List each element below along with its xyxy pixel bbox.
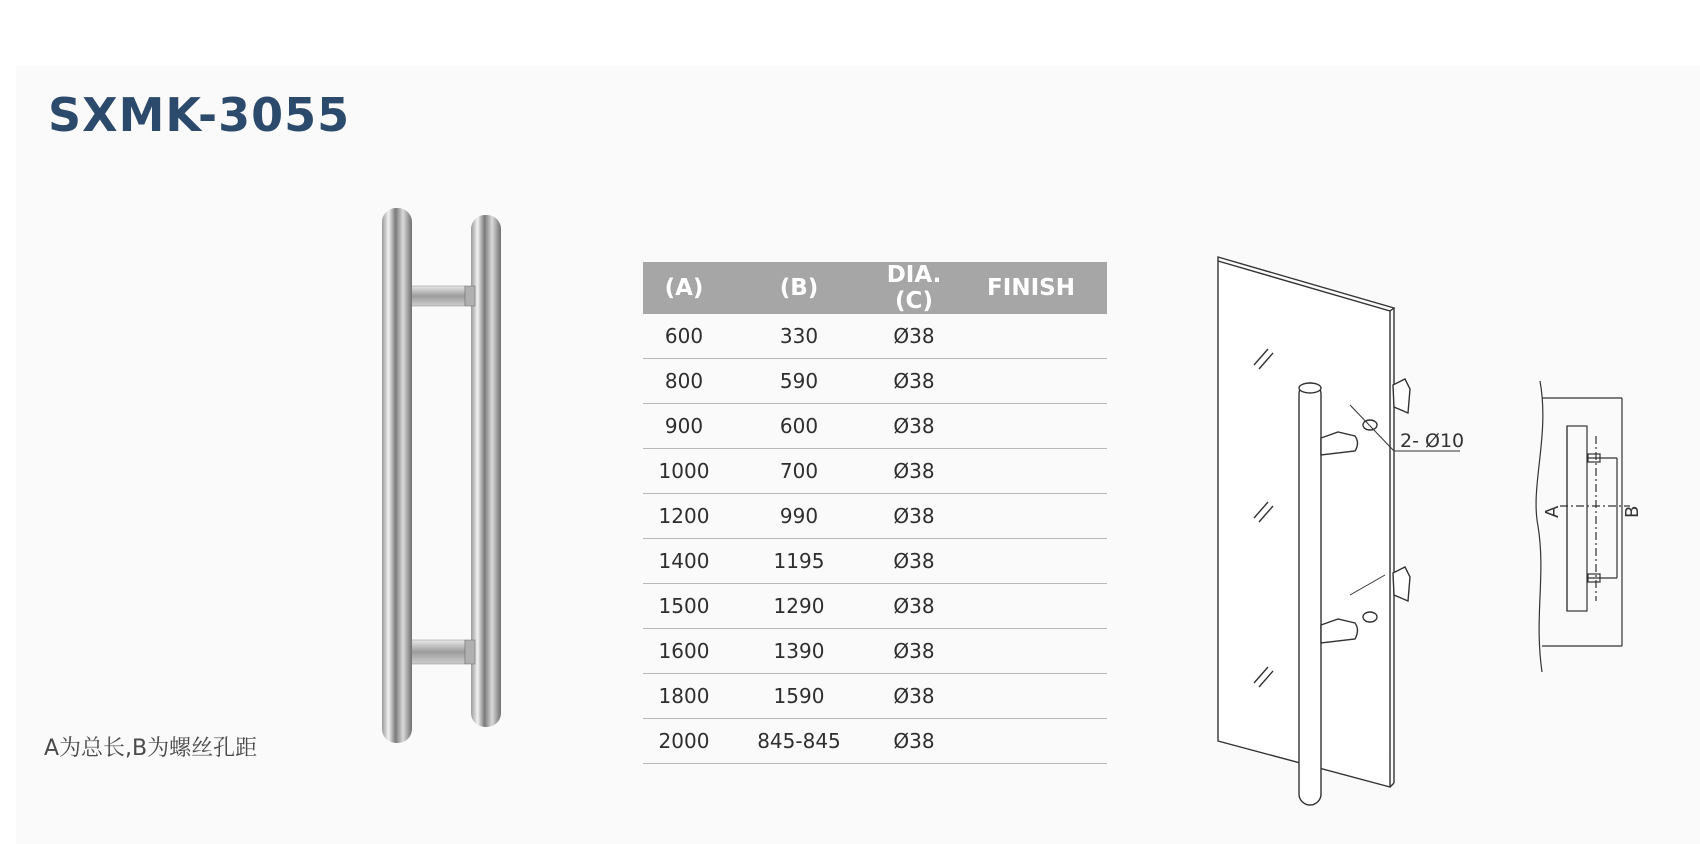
cell-finish [955, 449, 1107, 494]
table-row [643, 359, 1107, 404]
table-row [643, 584, 1107, 629]
cell-a: 600 [643, 314, 725, 359]
handle-product-photo [380, 200, 520, 750]
cell-finish [955, 404, 1107, 449]
product-model-title: SXMK-3055 [48, 88, 351, 142]
table-row [643, 449, 1107, 494]
cell-a: 1800 [643, 674, 725, 719]
cell-dia: Ø38 [873, 539, 955, 584]
cell-finish [955, 494, 1107, 539]
header-dia: DIA.(C) [873, 262, 955, 314]
cell-a: 1600 [643, 629, 725, 674]
table-row [643, 719, 1107, 764]
cell-b: 1590 [725, 674, 873, 719]
cell-dia: Ø38 [873, 674, 955, 719]
cell-b: 990 [725, 494, 873, 539]
cell-a: 1500 [643, 584, 725, 629]
dimension-note: A为总长,B为螺丝孔距 [44, 736, 258, 761]
cell-finish [955, 674, 1107, 719]
dimension-diagram [1530, 376, 1690, 676]
cell-dia: Ø38 [873, 494, 955, 539]
cell-b: 1390 [725, 629, 873, 674]
cell-dia: Ø38 [873, 584, 955, 629]
cell-finish [955, 314, 1107, 359]
cell-a: 1200 [643, 494, 725, 539]
cell-finish [955, 359, 1107, 404]
table-row [643, 494, 1107, 539]
table-row [643, 539, 1107, 584]
spec-table-header-row [643, 262, 1107, 314]
cell-a: 1000 [643, 449, 725, 494]
cell-finish [955, 584, 1107, 629]
cell-a: 900 [643, 404, 725, 449]
cell-dia: Ø38 [873, 719, 955, 764]
spec-table [643, 262, 1107, 764]
door-installation-drawing [1210, 255, 1470, 795]
cell-b: 1290 [725, 584, 873, 629]
cell-finish [955, 539, 1107, 584]
cell-b: 330 [725, 314, 873, 359]
hole-callout: 2- Ø10 [1400, 430, 1465, 452]
header-a: (A) [643, 262, 725, 314]
cell-b: 590 [725, 359, 873, 404]
table-row [643, 674, 1107, 719]
dim-a-label: A [1542, 505, 1563, 518]
cell-b: 600 [725, 404, 873, 449]
header-b: (B) [725, 262, 873, 314]
cell-finish [955, 719, 1107, 764]
table-row [643, 629, 1107, 674]
cell-dia: Ø38 [873, 449, 955, 494]
cell-finish [955, 629, 1107, 674]
cell-dia: Ø38 [873, 359, 955, 404]
cell-dia: Ø38 [873, 314, 955, 359]
cell-a: 2000 [643, 719, 725, 764]
cell-b: 845-845 [725, 719, 873, 764]
cell-b: 1195 [725, 539, 873, 584]
dim-b-label: B [1622, 505, 1643, 518]
table-row [643, 314, 1107, 359]
cell-a: 800 [643, 359, 725, 404]
cell-dia: Ø38 [873, 629, 955, 674]
header-finish: FINISH [955, 262, 1107, 314]
cell-dia: Ø38 [873, 404, 955, 449]
cell-b: 700 [725, 449, 873, 494]
table-row [643, 404, 1107, 449]
cell-a: 1400 [643, 539, 725, 584]
